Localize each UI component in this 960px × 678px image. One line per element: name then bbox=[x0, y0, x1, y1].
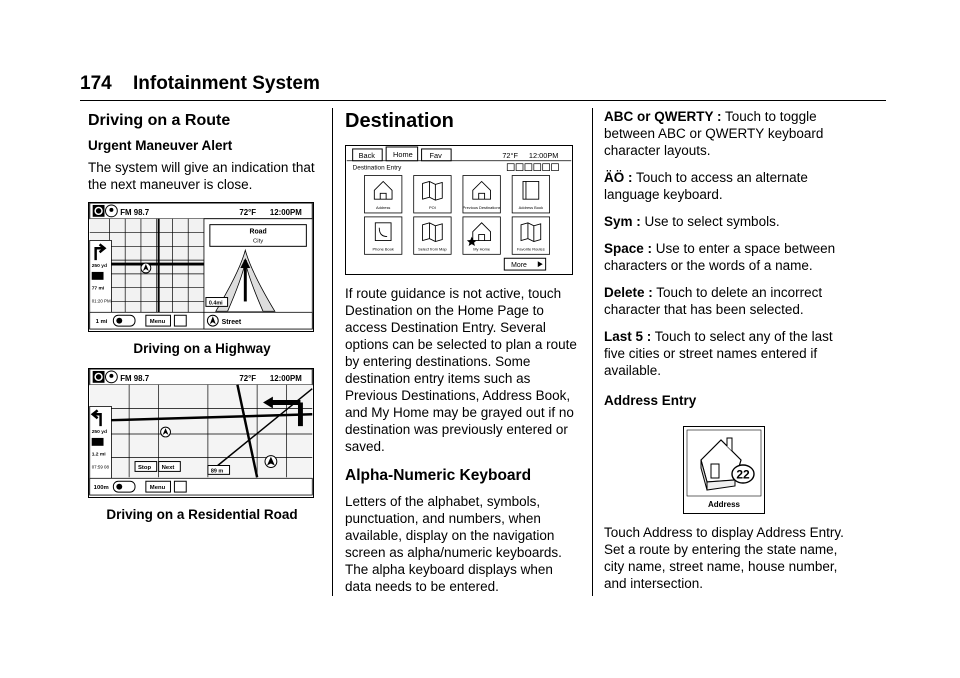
dist-ahead: 0.4mi bbox=[208, 300, 223, 307]
clock: 12:00PM bbox=[269, 207, 302, 217]
definition-term: Space : bbox=[604, 241, 653, 256]
street-label: Street bbox=[221, 319, 242, 327]
address-paragraph: Touch Address to display Address Entry. Set a route by entering the state name, city name, street name, house number, and intersection. bbox=[604, 525, 844, 591]
vehicle-marker-icon bbox=[265, 456, 277, 468]
poi-icon bbox=[423, 181, 443, 200]
house-number: 22 bbox=[736, 467, 750, 482]
status-icons bbox=[507, 164, 558, 171]
arrival-time: 01:20 PM bbox=[91, 298, 111, 304]
definition-term: Delete : bbox=[604, 285, 653, 300]
definition-item bbox=[604, 284, 844, 318]
dest-item-poi[interactable] bbox=[414, 176, 451, 213]
dest-item-label: POI bbox=[429, 205, 436, 211]
dest-item-label: My Home bbox=[473, 246, 491, 252]
city-label: City bbox=[253, 238, 264, 245]
select-from-map-icon bbox=[423, 223, 443, 242]
nav-icon bbox=[105, 371, 117, 383]
destination-paragraph: If route guidance is not active, touch Destination on the Home Page to access Destination Entry. Several options can be selected to plan a route by entering destinations. Some destination entry items such as Previous Destinations, Address Book, and My Home may be grayed out if no destination was previously entered or saved. bbox=[345, 286, 577, 454]
page-number: 174 bbox=[80, 73, 112, 94]
definition-text: Touch to toggle between ABC or QWERTY keyboard character layouts. bbox=[604, 109, 824, 158]
temperature: 72°F bbox=[502, 150, 518, 160]
dist-remaining: 1.2 mi bbox=[91, 452, 106, 458]
column-3 bbox=[604, 108, 844, 592]
favorite-routes-icon bbox=[521, 223, 541, 242]
address-icon-label: Address bbox=[707, 500, 741, 509]
zoom-icon bbox=[113, 315, 135, 326]
dest-item-label: Phone Book bbox=[372, 246, 394, 252]
home-label: Home bbox=[393, 149, 413, 159]
column-divider-1 bbox=[332, 108, 333, 596]
dest-item-address[interactable] bbox=[364, 176, 401, 213]
destination-heading: Destination bbox=[345, 110, 454, 132]
road-label: Road bbox=[249, 228, 267, 236]
section-heading: Driving on a Route bbox=[88, 112, 231, 129]
fav-label: Fav bbox=[429, 150, 442, 160]
address-button-figure bbox=[683, 426, 765, 514]
list-icon bbox=[174, 481, 186, 492]
dest-item-previous-destinations[interactable] bbox=[463, 176, 501, 213]
definition-term: Sym : bbox=[604, 214, 641, 229]
definition-text: Touch to access an alternate language keyboard. bbox=[604, 170, 808, 202]
header-rule bbox=[80, 100, 886, 101]
address-entry-heading: Address Entry bbox=[604, 393, 697, 408]
definition-term: ÄÖ : bbox=[604, 170, 633, 185]
caption-residential: Driving on a Residential Road bbox=[106, 507, 298, 522]
definition-text: Use to enter a space between characters or the words of a name. bbox=[604, 241, 836, 273]
temperature: 72°F bbox=[239, 207, 257, 217]
chapter-title: Infotainment System bbox=[132, 73, 320, 94]
arrival-time: 07:59 08 bbox=[91, 464, 109, 470]
keyboard-definitions bbox=[604, 108, 844, 379]
dest-item-address-book[interactable] bbox=[512, 176, 549, 213]
dest-item-phone-book[interactable] bbox=[364, 217, 401, 254]
refresh-icon bbox=[93, 205, 105, 217]
highway-screen-figure bbox=[88, 202, 314, 332]
dist-next: 250 yd bbox=[91, 264, 107, 269]
definition-text: Touch to delete an incorrect character that has been selected. bbox=[604, 285, 823, 317]
screen-title: Destination Entry bbox=[352, 164, 402, 172]
definition-item bbox=[604, 108, 844, 159]
column-divider-2 bbox=[592, 108, 593, 596]
intro-paragraph: The system will give an indication that the next maneuver is close. bbox=[88, 160, 315, 192]
next-label: Next bbox=[161, 464, 175, 471]
map-scale: 100m bbox=[93, 485, 109, 492]
address-book-icon bbox=[523, 181, 539, 199]
keyboard-paragraph: Letters of the alphabet, symbols, punctuation, and numbers, when available, display on the navigation screen as alpha/numeric keyboards. The alpha keyboard displays when data needs to be entered. bbox=[345, 494, 562, 594]
column-1 bbox=[88, 108, 316, 522]
dest-item-my-home[interactable] bbox=[463, 217, 500, 254]
destination-entry-figure bbox=[345, 145, 573, 275]
definition-term: Last 5 : bbox=[604, 329, 652, 344]
dest-item-select-from-map[interactable] bbox=[414, 217, 451, 254]
definition-text: Use to select symbols. bbox=[644, 214, 780, 229]
dest-item-label: Favorite Routes bbox=[517, 246, 545, 252]
back-label: Back bbox=[358, 150, 375, 160]
refresh-icon bbox=[93, 371, 105, 383]
list-icon bbox=[174, 315, 186, 326]
waypoint-marker-icon bbox=[161, 427, 171, 437]
definition-item bbox=[604, 240, 844, 274]
definition-item bbox=[604, 213, 844, 230]
dest-item-label: Previous Destinations bbox=[462, 205, 501, 211]
more-label: More bbox=[511, 262, 527, 270]
dist-remaining: 77 mi bbox=[91, 286, 105, 292]
clock: 12:00PM bbox=[528, 150, 559, 160]
subheading-urgent-alert: Urgent Maneuver Alert bbox=[88, 138, 233, 153]
radio-station: FM 98.7 bbox=[120, 373, 150, 383]
dest-item-label: Address bbox=[375, 205, 391, 211]
dest-item-favorite-routes[interactable] bbox=[512, 217, 549, 254]
definition-text: Touch to select any of the last five cities or street names entered if available. bbox=[604, 329, 833, 378]
residential-screen-figure bbox=[88, 368, 314, 498]
stop-label: Stop bbox=[137, 464, 152, 471]
dist-ahead: 89 m bbox=[210, 468, 224, 475]
zoom-icon bbox=[113, 481, 135, 492]
keyboard-heading: Alpha-Numeric Keyboard bbox=[345, 467, 532, 484]
menu-label: Menu bbox=[149, 485, 166, 492]
dest-item-label: Address Book bbox=[518, 205, 544, 211]
definition-term: ABC or QWERTY : bbox=[604, 109, 722, 124]
caption-highway: Driving on a Highway bbox=[133, 341, 271, 356]
dist-next: 250 yd bbox=[91, 430, 107, 435]
dest-item-label: Select from Map bbox=[418, 246, 447, 252]
definition-item bbox=[604, 169, 844, 203]
vehicle-marker-icon bbox=[141, 263, 151, 273]
nav-icon bbox=[105, 205, 117, 217]
phone-book-icon bbox=[375, 223, 391, 241]
temperature: 72°F bbox=[239, 373, 257, 383]
radio-station: FM 98.7 bbox=[120, 207, 150, 217]
page-header bbox=[80, 73, 320, 95]
definition-item bbox=[604, 328, 844, 379]
direction-arrow-icon bbox=[207, 315, 218, 326]
menu-label: Menu bbox=[149, 319, 166, 326]
map-scale: 1 mi bbox=[95, 319, 108, 326]
column-2 bbox=[345, 108, 580, 595]
clock: 12:00PM bbox=[269, 373, 302, 383]
